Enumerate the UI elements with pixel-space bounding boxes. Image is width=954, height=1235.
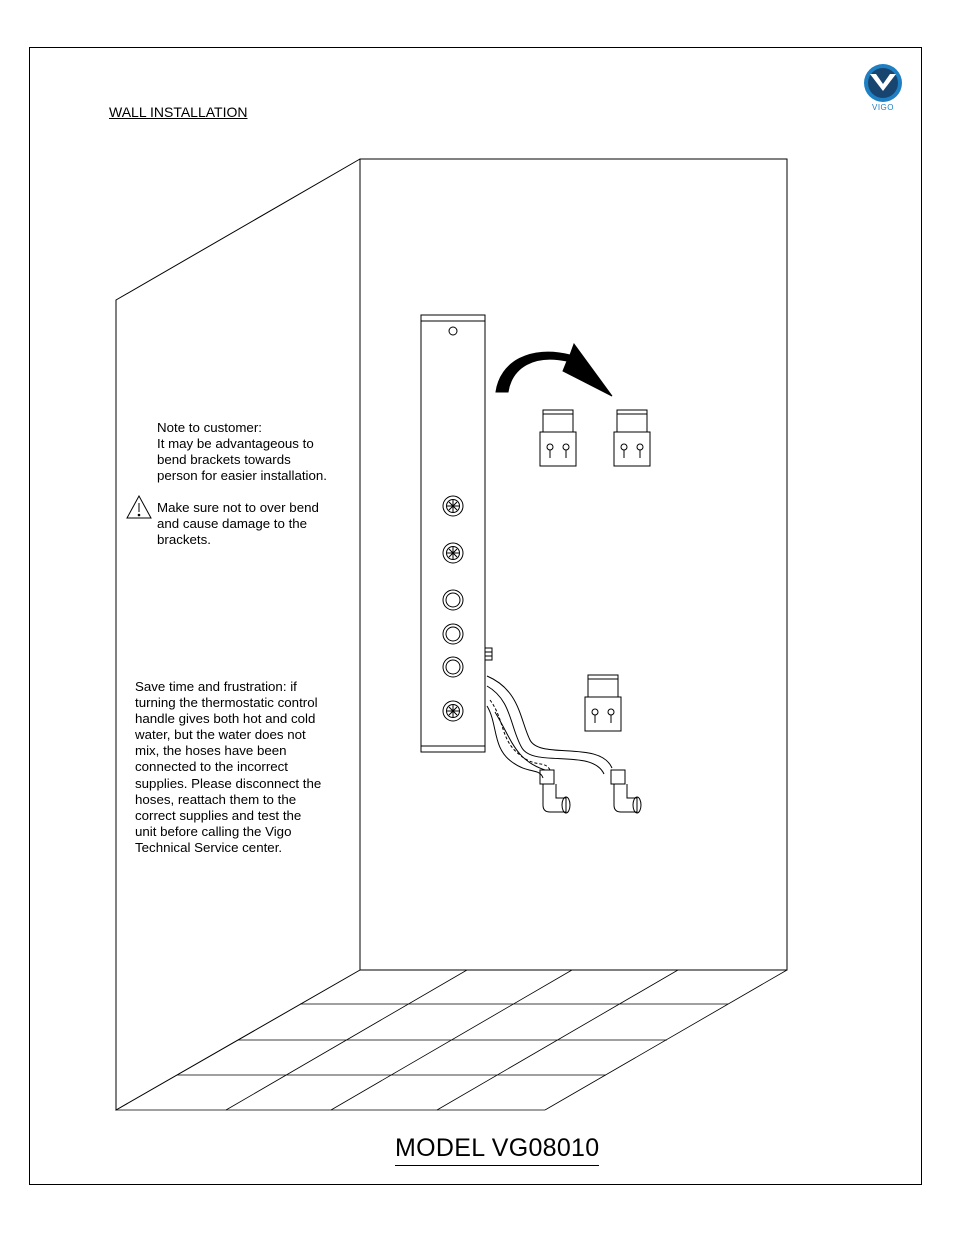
troubleshooting-tip [135, 679, 321, 856]
model-label: MODEL VG08010 [395, 1134, 599, 1166]
vigo-logo [862, 64, 904, 116]
tip-line: water, but the water does not [135, 727, 306, 743]
caution-note [157, 500, 319, 548]
body-jet-icon [443, 701, 463, 721]
body-jet-icon [443, 496, 463, 516]
shower-panel [421, 315, 492, 752]
note-line: It may be advantageous to [157, 436, 314, 452]
bend-arrow-icon [496, 344, 612, 396]
note-line: person for easier installation. [157, 468, 327, 484]
section-title: WALL INSTALLATION [109, 104, 248, 120]
floor-tiles [116, 970, 787, 1110]
note-line: Note to customer: [157, 420, 262, 435]
hose-elbow [611, 770, 641, 813]
control-knob-icon [443, 590, 463, 610]
control-knob-icon [443, 657, 463, 677]
body-jet-icon [443, 543, 463, 563]
tip-line: correct supplies and test the [135, 807, 302, 823]
tip-line: hoses, reattach them to the [135, 791, 297, 807]
warning-triangle-icon [127, 496, 151, 518]
hose-elbow [540, 770, 570, 813]
tip-line: handle gives both hot and cold [135, 711, 316, 727]
side-wall [116, 159, 360, 1110]
caution-line: Make sure not to over bend [157, 500, 319, 515]
tip-line: Technical Service center. [135, 839, 283, 855]
tip-line: Save time and frustration: if [135, 679, 297, 694]
vigo-logo-icon [862, 64, 904, 104]
tip-line: unit before calling the Vigo [135, 823, 292, 839]
note-line: bend brackets towards [157, 452, 291, 468]
tip-line: turning the thermostatic control [135, 695, 318, 711]
supply-hose [487, 676, 612, 778]
tip-line: mix, the hoses have been [135, 743, 287, 759]
wall-bracket [540, 410, 576, 466]
tip-line: connected to the incorrect [135, 759, 289, 775]
back-wall [360, 159, 787, 970]
caution-line: and cause damage to the [157, 516, 308, 532]
logo-text: VIGO [871, 103, 894, 112]
wall-bracket [585, 675, 621, 731]
control-knob-icon [443, 624, 463, 644]
wall-bracket [614, 410, 650, 466]
customer-note [157, 420, 327, 484]
tip-line: supplies. Please disconnect the [135, 775, 322, 791]
caution-line: brackets. [157, 532, 211, 548]
